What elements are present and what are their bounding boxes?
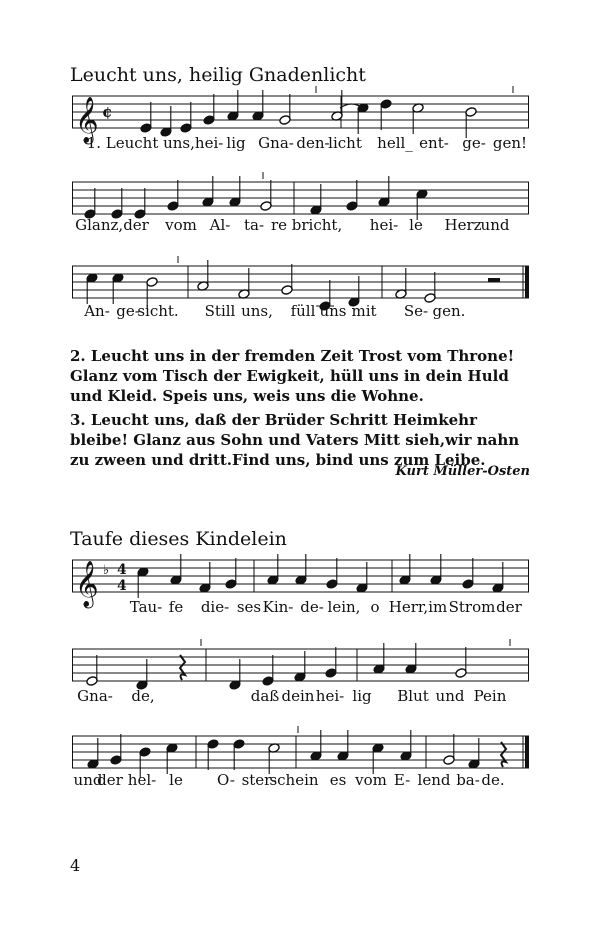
lyric-syllable: Tau-: [129, 598, 163, 616]
verse-3: 3. Leucht uns, daß der Brüder Schritt Heimkehr bleibe! Glanz aus Sohn und Vaters Mitt sieh,wir nahn zu zween und dritt.Find uns, bind uns zum Leibe.: [70, 411, 520, 469]
lyric-syllable: der: [496, 598, 522, 616]
lyric-syllable: Glanz,der: [75, 216, 149, 234]
lyric-syllable: hel-: [127, 771, 157, 789]
lyric-syllable: An-: [84, 302, 110, 320]
lyric-line: [0, 216, 600, 236]
lyric-syllable: uns: [319, 302, 347, 320]
song-title: Taufe dieses Kindelein: [70, 528, 287, 550]
lyric-line: [0, 771, 600, 791]
music-staff: [72, 178, 529, 218]
music-staff: [72, 262, 529, 302]
lyric-syllable: le: [409, 216, 423, 234]
lyric-syllable: Pein: [473, 687, 507, 705]
lyric-syllable: ses: [236, 598, 262, 616]
lyric-syllable: und: [435, 687, 465, 705]
lyric-syllable: den-: [296, 134, 330, 152]
lyric-line: [0, 598, 600, 618]
lyric-syllable: licht: [328, 134, 362, 152]
lyric-syllable: daß: [250, 687, 280, 705]
lyric-syllable: ent-: [419, 134, 449, 152]
time-signature: 4: [117, 578, 127, 594]
lyric-syllable: lend: [417, 771, 451, 789]
lyric-syllable: bricht,: [291, 216, 343, 234]
final-barline: [525, 736, 529, 768]
song-title: Leucht uns, heilig Gnadenlicht: [70, 64, 366, 86]
lyric-syllable: Herr,im: [388, 598, 448, 616]
lyric-syllable: hell_: [377, 134, 413, 152]
lyric-syllable: ge-: [116, 302, 140, 320]
lyric-syllable: ba-: [456, 771, 480, 789]
lyric-syllable: schein: [269, 771, 319, 789]
lyric-syllable: Gna-: [77, 687, 113, 705]
music-staff: [72, 732, 529, 772]
lyric-syllable: Gna-: [258, 134, 294, 152]
lyric-syllable: 1. Leucht uns,hei-: [86, 134, 224, 152]
lyric-syllable: E-: [393, 771, 411, 789]
lyric-line: [0, 302, 600, 322]
lyric-syllable: Se-: [403, 302, 429, 320]
music-staff: [72, 645, 529, 685]
lyric-syllable: lig: [352, 687, 372, 705]
lyric-line: [0, 134, 600, 154]
flat-icon: ♭: [103, 563, 110, 578]
lyric-syllable: lein,: [327, 598, 361, 616]
lyric-syllable: fe: [168, 598, 184, 616]
lyric-syllable: dein: [281, 687, 315, 705]
lyric-syllable: de-: [300, 598, 324, 616]
author: Kurt Müller-Osten: [395, 464, 530, 479]
lyric-syllable: und: [480, 216, 510, 234]
lyric-syllable: gen.: [432, 302, 466, 320]
lyric-syllable: gen!: [492, 134, 528, 152]
lyric-syllable: lig: [226, 134, 246, 152]
lyric-syllable: und: [73, 771, 103, 789]
lyric-syllable: es: [329, 771, 347, 789]
quarter-rest: [501, 742, 506, 767]
lyric-syllable: de.: [481, 771, 505, 789]
lyric-syllable: mit: [351, 302, 377, 320]
lyric-syllable: vom: [355, 771, 387, 789]
lyric-syllable: Herz: [444, 216, 482, 234]
lyric-syllable: Blut: [397, 687, 429, 705]
lyric-syllable: vom: [165, 216, 197, 234]
cut-time-icon: ¢: [102, 103, 113, 121]
lyric-syllable: der: [97, 771, 123, 789]
lyric-syllable: uns,: [241, 302, 273, 320]
lyric-syllable: hei-: [369, 216, 399, 234]
lyric-syllable: Still: [204, 302, 236, 320]
lyric-line: [0, 687, 600, 707]
lyric-syllable: sicht.: [137, 302, 179, 320]
lyric-syllable: die-: [200, 598, 230, 616]
final-barline: [525, 266, 529, 298]
lyric-syllable: Strom: [448, 598, 496, 616]
lyric-syllable: le: [169, 771, 183, 789]
lyric-syllable: Al-: [209, 216, 231, 234]
verse-2: 2. Leucht uns in der fremden Zeit Trost vom Throne! Glanz vom Tisch der Ewigkeit, hüll uns in dein Huld und Kleid. Speis uns, weis uns die Wohne.: [70, 347, 515, 405]
time-signature: 4: [117, 562, 127, 578]
lyric-syllable: O-: [217, 771, 235, 789]
lyric-syllable: ge-: [462, 134, 486, 152]
lyric-syllable: hei-: [315, 687, 345, 705]
treble-clef-icon: 𝄞: [75, 561, 99, 607]
treble-clef-icon: 𝄞: [75, 97, 99, 143]
half-rest: [488, 278, 500, 282]
lyric-syllable: ster-: [241, 771, 277, 789]
lyric-syllable: de,: [131, 687, 155, 705]
quarter-rest: [180, 655, 185, 680]
page-number: 4: [70, 856, 81, 875]
lyric-syllable: Kin-: [262, 598, 294, 616]
lyric-syllable: ta-: [243, 216, 265, 234]
lyric-syllable: o: [370, 598, 380, 616]
lyric-syllable: re: [270, 216, 288, 234]
lyric-syllable: füll: [290, 302, 316, 320]
